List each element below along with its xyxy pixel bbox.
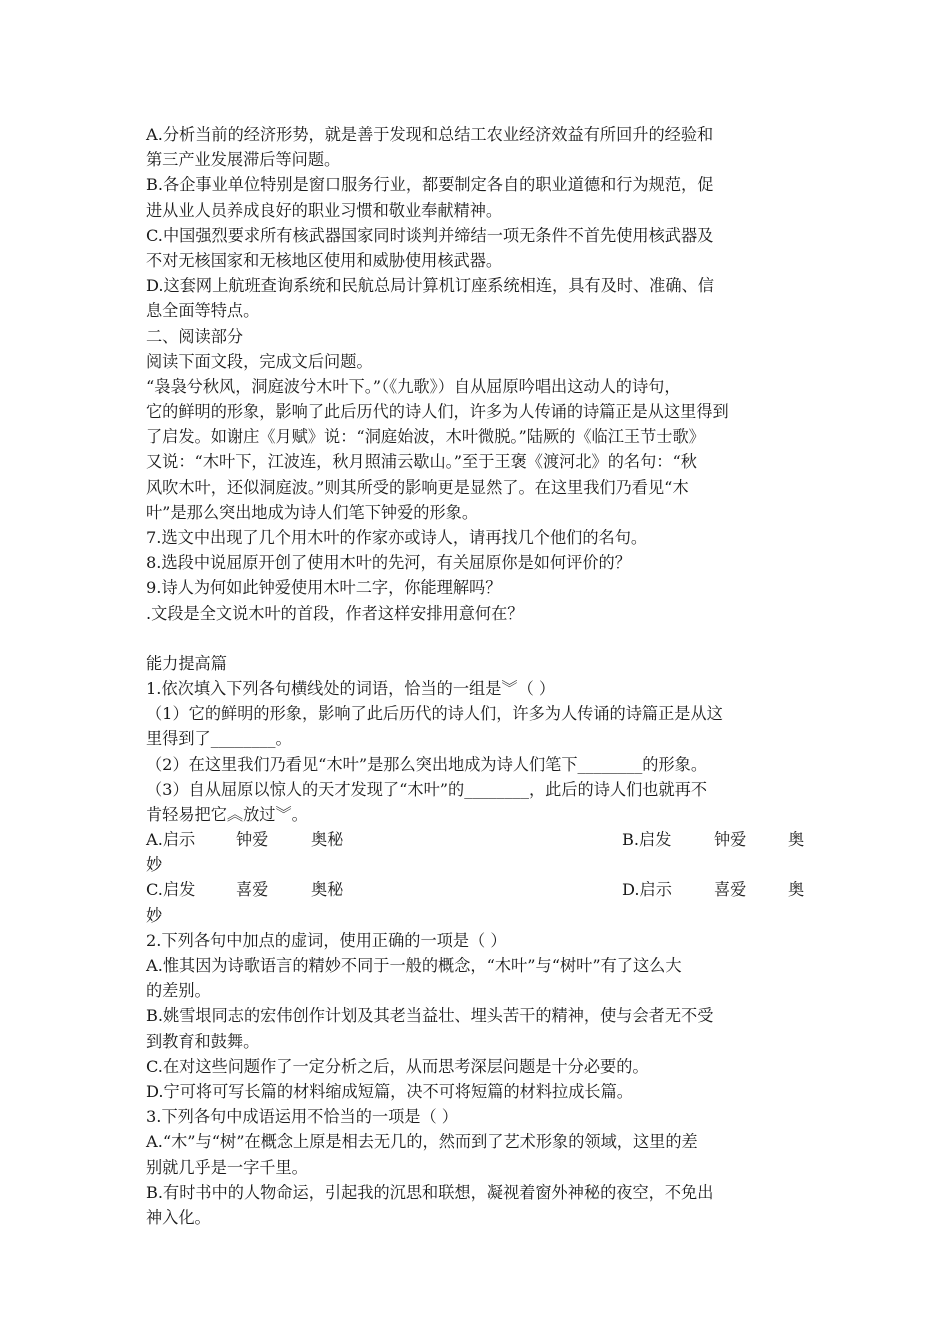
spacer — [146, 626, 810, 651]
reading-instruction: 阅读下面文段，完成文后问题。 — [146, 351, 373, 371]
option-d-line-1: D.这套网上航班查询系统和民航总局计算机订座系统相连，具有及时、准确、信 — [146, 276, 714, 296]
q2-option-b-line-1: B.姚雪垠同志的宏伟创作计划及其老当益壮、埋头苦干的精神，使与会者无不受 — [146, 1006, 714, 1026]
passage-line: 叶”是那么突出地成为诗人们笔下钟爱的形象。 — [146, 502, 479, 522]
q1-sentence-3-line-2: 肯轻易把它︽放过︾。 — [146, 804, 308, 824]
q1-option-b-3: 奥 — [788, 830, 805, 850]
q2-stem: 2.下列各句中加点的虚词，使用正确的一项是（ ） — [146, 930, 507, 950]
q2-option-b-line-2: 到教育和鼓舞。 — [146, 1031, 260, 1051]
passage-line: 了启发。如谢庄《月赋》说：“洞庭始波，木叶微脱。”陆厥的《临江王节士歌》 — [146, 427, 705, 447]
passage-line: 风吹木叶，还似洞庭波。”则其所受的影响更是显然了。在这里我们乃看见“木 — [146, 477, 689, 497]
q3-stem: 3.下列各句中成语运用不恰当的一项是（ ） — [146, 1107, 458, 1127]
q1-stem: 1.依次填入下列各句横线处的词语，恰当的一组是︾（ ） — [146, 678, 556, 698]
q1-option-c-1: C.启发 — [146, 880, 196, 900]
document-page — [146, 122, 810, 1230]
q1-option-c-2: 喜爱 — [236, 880, 269, 900]
option-c-line-2: 不对无核国家和无核地区使用和威胁使用核武器。 — [146, 250, 503, 270]
q2-option-d: D.宁可将可写长篇的材料缩成短篇，决不可将短篇的材料拉成长篇。 — [146, 1081, 633, 1101]
q2-option-a-line-1: A.惟其因为诗歌语言的精妙不同于一般的概念，“木叶”与“树叶”有了这么大 — [146, 956, 682, 975]
q1-option-a-3: 奥秘 — [311, 830, 344, 850]
option-c-line-1: C.中国强烈要求所有核武器国家同时谈判并缔结一项无条件不首先使用核武器及 — [146, 225, 714, 245]
q1-option-b-2: 钟爱 — [714, 830, 747, 850]
q1-options-cd — [146, 877, 810, 902]
q2-option-a-line-2: 的差别。 — [146, 981, 211, 1001]
reading-heading: 二、阅读部分 — [146, 326, 244, 346]
q3-option-a-line-2: 别就几乎是一字千里。 — [146, 1157, 308, 1177]
passage-line: “袅袅兮秋风，洞庭波兮木叶下。”（《九歌》）自从屈原吟唱出这动人的诗句， — [146, 376, 681, 396]
q2-option-c: C.在对这些问题作了一定分析之后，从而思考深层问题是十分必要的。 — [146, 1056, 649, 1076]
question-10: .文段是全文说木叶的首段，作者这样安排用意何在？ — [146, 603, 524, 623]
q1-sentence-2: （2）在这里我们乃看见“木叶”是那么突出地成为诗人们笔下________的形象。 — [146, 754, 708, 774]
question-8: 8.选段中说屈原开创了使用木叶的先河，有关屈原你是如何评价的？ — [146, 553, 631, 573]
q1-option-d-2: 喜爱 — [714, 880, 747, 900]
q1-option-d-wrap: 妙 — [146, 905, 163, 925]
q3-option-a-line-1: A.“木”与“树”在概念上原是相去无几的，然而到了艺术形象的领域，这里的差 — [146, 1132, 698, 1152]
option-a-line-1: A.分析当前的经济形势，就是善于发现和总结工农业经济效益有所回升的经验和 — [146, 125, 714, 144]
q1-option-c-3: 奥秘 — [311, 880, 344, 900]
option-d-line-2: 息全面等特点。 — [146, 301, 260, 321]
question-7: 7.选文中出现了几个用木叶的作家亦或诗人，请再找几个他们的名句。 — [146, 528, 648, 547]
q1-option-d-3: 奥 — [788, 880, 805, 900]
q1-option-b-wrap: 妙 — [146, 855, 163, 875]
q1-sentence-1-line-2: 里得到了________。 — [146, 729, 292, 749]
q1-option-a-2: 钟爱 — [236, 830, 269, 850]
q1-option-a-1: A.启示 — [146, 830, 196, 850]
q1-option-d-1: D.启示 — [622, 880, 672, 900]
passage-line: 又说：“木叶下，江波连，秋月照浦云歇山。”至于王褒《渡河北》的名句：“秋 — [146, 452, 697, 472]
q1-sentence-1-line-1: （1）它的鲜明的形象，影响了此后历代的诗人们，许多为人传诵的诗篇正是从这 — [146, 704, 723, 724]
q1-options-ab — [146, 827, 810, 852]
q1-option-b-1: B.启发 — [622, 830, 672, 850]
q1-sentence-3-line-1: （3）自从屈原以惊人的天才发现了“木叶”的________，此后的诗人们也就再不 — [146, 779, 708, 799]
option-b-line-2: 进从业人员养成良好的职业习惯和敬业奉献精神。 — [146, 200, 503, 220]
q3-option-b-line-1: B.有时书中的人物命运，引起我的沉思和联想，凝视着窗外神秘的夜空，不免出 — [146, 1182, 714, 1202]
question-9: 9.诗人为何如此钟爱使用木叶二字，你能理解吗？ — [146, 578, 502, 598]
option-b-line-1: B.各企事业单位特别是窗口服务行业，都要制定各自的职业道德和行为规范，促 — [146, 175, 714, 195]
option-a-line-2: 第三产业发展滞后等问题。 — [146, 150, 341, 170]
q3-option-b-line-2: 神入化。 — [146, 1207, 211, 1227]
ability-heading: 能力提高篇 — [146, 653, 227, 673]
passage-line: 它的鲜明的形象，影响了此后历代的诗人们，许多为人传诵的诗篇正是从这里得到 — [146, 402, 729, 422]
